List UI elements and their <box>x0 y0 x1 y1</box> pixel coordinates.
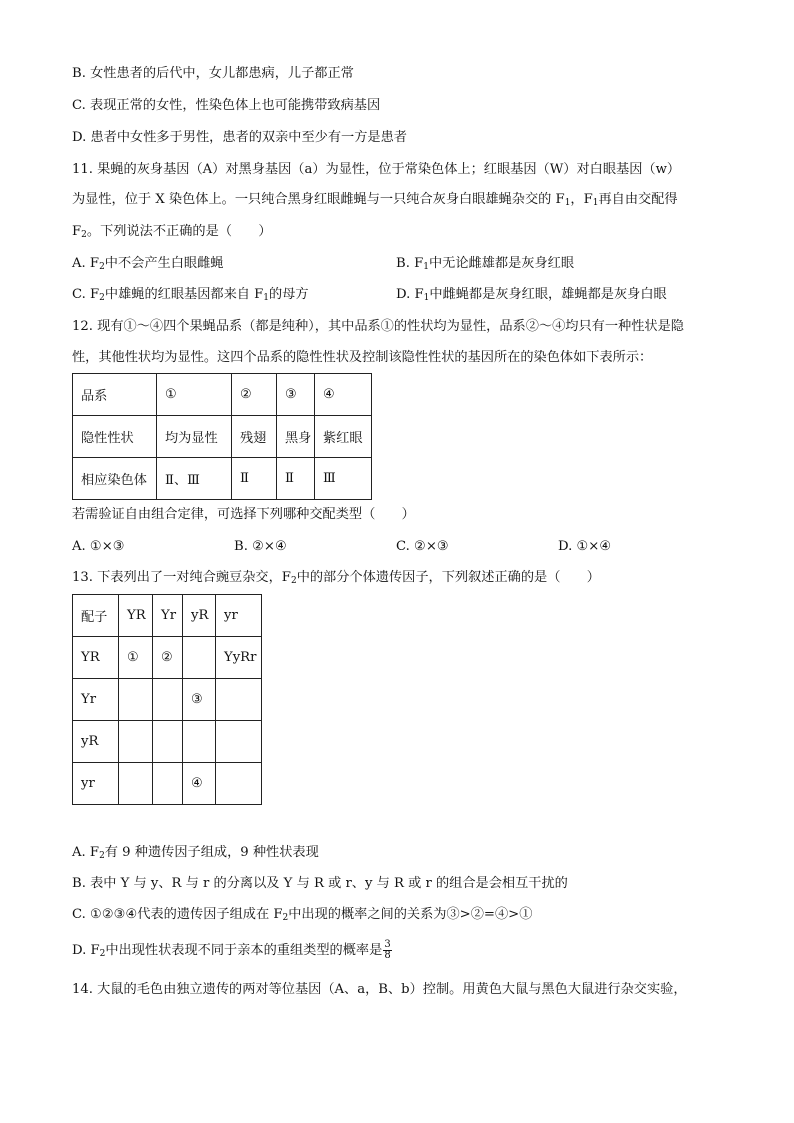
q13-cell: ① <box>119 637 153 679</box>
q12-cell: 均为显性 <box>157 416 232 458</box>
q13-cell: Yr <box>153 595 183 637</box>
q12-cell: ① <box>157 374 232 416</box>
q12-question: 若需验证自由组合定律，可选择下列哪种交配类型（ ） <box>72 507 415 522</box>
q13-cell <box>216 679 262 721</box>
q12-cell: ② <box>232 374 277 416</box>
q12-cell: 相应染色体 <box>73 458 157 500</box>
q12-cell: 黑身 <box>277 416 315 458</box>
q12-cell: 紫红眼 <box>315 416 372 458</box>
q12-table-row <box>73 416 372 458</box>
q13-cell <box>153 679 183 721</box>
q13-cell <box>216 721 262 763</box>
q12-cell: 品系 <box>73 374 157 416</box>
q13-cell <box>119 679 153 721</box>
q12-option-c: C. ②×③ <box>396 539 449 554</box>
q12-option-d: D. ①×④ <box>558 539 612 554</box>
q13-cell: yR <box>183 595 216 637</box>
q12-option-b: B. ②×④ <box>234 539 287 554</box>
q10-option-c: C. 表现正常的女性，性染色体上也可能携带致病基因 <box>72 98 381 113</box>
q11-option-d: D. $F_1$中雌蝇都是灰身红眼，雄蝇都是灰身白眼 <box>396 287 667 303</box>
q12-stem-line2: 性，其他性状均为显性。这四个品系的隐性性状及控制该隐性性状的基因所在的染色体如下表所示： <box>72 350 653 365</box>
q13-option-d: D. $F_2$中出现性状表现不同于亲本的重组类型的概率是 $\frac{3}{8}$ <box>72 939 391 961</box>
q13-table-row <box>73 721 262 763</box>
q12-cell: ④ <box>315 374 372 416</box>
q13-option-a: A. $F_2$有 9 种遗传因子组成，9 种性状表现 <box>72 845 319 861</box>
q14-stem-line1: 14. 大鼠的毛色由独立遗传的两对等位基因（A、a，B、b）控制。用黄色大鼠与黑色大鼠进行杂交实验， <box>72 982 687 997</box>
q12-table <box>72 373 372 500</box>
q12-table-row <box>73 374 372 416</box>
q12-table-row <box>73 458 372 500</box>
q13-table-row <box>73 637 262 679</box>
q13-cell: ④ <box>183 763 216 805</box>
q13-cell: YR <box>119 595 153 637</box>
q12-cell: Ⅱ <box>232 458 277 500</box>
q11-option-c: C. $F_2$中雄蝇的红眼基因都来自 $F_1$的母方 <box>72 287 309 303</box>
q13-cell: Yr <box>73 679 119 721</box>
q11-option-a: A. $F_2$中不会产生白眼雌蝇 <box>72 256 224 272</box>
q13-cell <box>119 763 153 805</box>
fraction: $\frac{3}{8}$ <box>384 939 391 961</box>
q13-cell: yr <box>73 763 119 805</box>
q13-cell: ③ <box>183 679 216 721</box>
q12-cell: ③ <box>277 374 315 416</box>
q13-table-row <box>73 763 262 805</box>
q13-cell <box>153 721 183 763</box>
q13-cell: YyRr <box>216 637 262 679</box>
q13-cell <box>119 721 153 763</box>
q12-cell: Ⅲ <box>315 458 372 500</box>
q13-stem: 13. 下表列出了一对纯合豌豆杂交，$F_2$中的部分个体遗传因子，下列叙述正确的是（ ） <box>72 570 600 586</box>
q11-stem-line2: 为显性，位于 X 染色体上。一只纯合黑身红眼雌蝇与一只纯合灰身白眼雄蝇杂交的 $F_1$，$F_1$再自由交配得 <box>72 192 678 208</box>
q13-cell <box>216 763 262 805</box>
q13-cell <box>153 763 183 805</box>
q12-cell: Ⅱ、Ⅲ <box>157 458 232 500</box>
q12-cell: 残翅 <box>232 416 277 458</box>
q13-table <box>72 594 262 805</box>
q12-stem-line1: 12. 现有①～④四个果蝇品系（都是纯种），其中品系①的性状均为显性，品系②～④均只有一种性状是隐 <box>72 319 684 334</box>
q13-table-row <box>73 595 262 637</box>
q13-table-row <box>73 679 262 721</box>
q13-option-c: C. ①②③④代表的遗传因子组成在 $F_2$中出现的概率之间的关系为③>②=④>① <box>72 907 533 923</box>
q11-stem-line3: $F_2$。下列说法不正确的是（ ） <box>72 224 272 240</box>
q13-cell: yR <box>73 721 119 763</box>
q13-cell: ② <box>153 637 183 679</box>
q13-cell <box>183 637 216 679</box>
q13-cell <box>183 721 216 763</box>
q10-option-b: B. 女性患者的后代中，女儿都患病，儿子都正常 <box>72 66 354 81</box>
q13-option-b: B. 表中 Y 与 y、R 与 r 的分离以及 Y 与 R 或 r、y 与 R 或 r 的组合是会相互干扰的 <box>72 876 568 891</box>
q13-cell: 配子 <box>73 595 119 637</box>
q10-option-d: D. 患者中女性多于男性，患者的双亲中至少有一方是患者 <box>72 130 407 145</box>
q12-option-a: A. ①×③ <box>72 539 125 554</box>
q11-option-b: B. $F_1$中无论雌雄都是灰身红眼 <box>396 256 575 272</box>
q12-cell: 隐性性状 <box>73 416 157 458</box>
q12-cell: Ⅱ <box>277 458 315 500</box>
q13-cell: yr <box>216 595 262 637</box>
q13-cell: YR <box>73 637 119 679</box>
q11-stem-line1: 11. 果蝇的灰身基因（A）对黑身基因（a）为显性，位于常染色体上；红眼基因（W）对白眼基因（w） <box>72 162 681 177</box>
